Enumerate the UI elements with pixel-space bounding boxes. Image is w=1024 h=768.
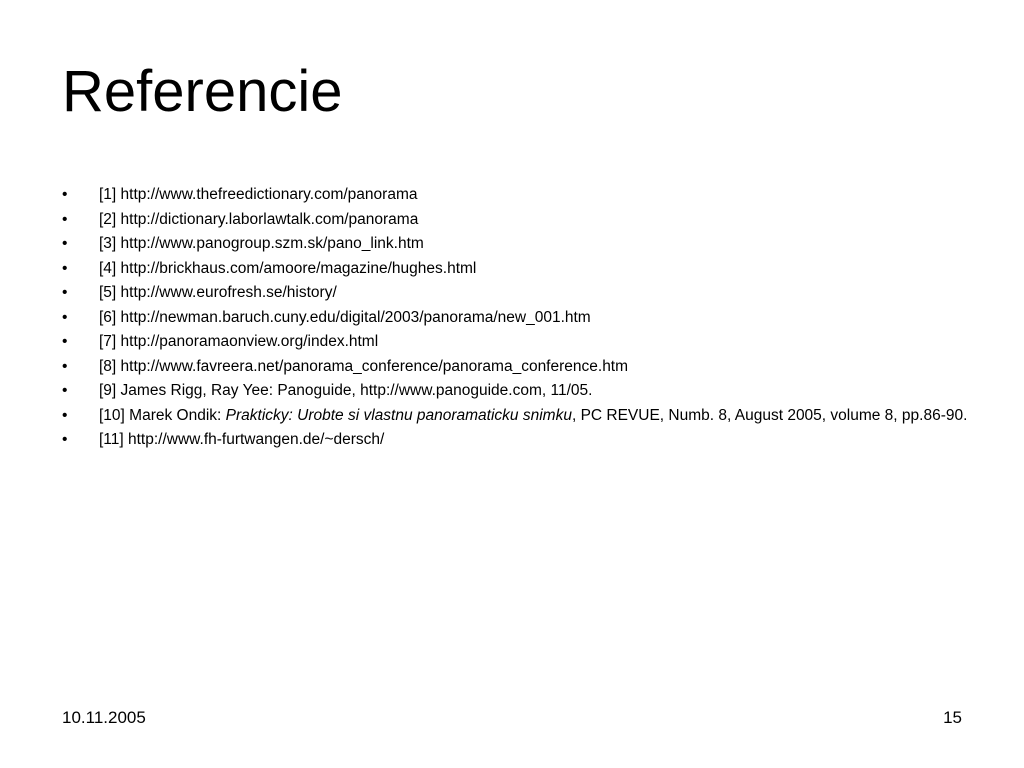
reference-text: [8] http://www.favreera.net/panorama_conference/panorama_conference.htm [99,357,629,375]
reference-text: [6] http://newman.baruch.cuny.edu/digital/2003/panorama/new_001.htm [99,308,591,326]
reference-text [99,407,967,424]
reference-item-11 [62,429,970,450]
bullet-icon: • [62,357,68,375]
bullet-icon: • [62,186,68,203]
reference-title-italic: Prakticky: Urobte si vlastnu panoramaticku snimku [225,406,572,424]
reference-item-7 [62,331,970,352]
reference-text: [4] http://brickhaus.com/amoore/magazine/hughes.html [99,259,477,277]
bullet-icon: • [62,431,68,448]
bullet-icon: • [62,382,68,399]
reference-item-9 [62,380,970,401]
reference-item-6 [62,307,970,328]
reference-item-3 [62,233,970,254]
reference-text: [9] James Rigg, Ray Yee: Panoguide, http://www.panoguide.com, 11/05. [99,382,593,399]
reference-item-2 [62,209,970,230]
reference-item-1 [62,184,970,205]
bullet-icon: • [62,308,68,326]
reference-list [62,184,970,454]
bullet-icon: • [62,406,68,424]
reference-item-8 [62,356,970,377]
bullet-icon: • [62,333,68,350]
reference-text: [5] http://www.eurofresh.se/history/ [99,284,337,301]
reference-prefix: [10] Marek Ondik: [99,406,226,424]
reference-text: [11] http://www.fh-furtwangen.de/~dersch/ [99,431,385,448]
bullet-icon: • [62,284,68,301]
slide-number: 15 [943,708,962,727]
footer-date: 10.11.2005 [62,708,146,727]
bullet-icon: • [62,259,68,277]
reference-text: [1] http://www.thefreedictionary.com/panorama [99,186,418,203]
reference-item-5 [62,282,970,303]
bullet-icon: • [62,210,68,228]
reference-text: [3] http://www.panogroup.szm.sk/pano_link.htm [99,235,424,252]
reference-suffix: , PC REVUE, Numb. 8, August 2005, volume 8, pp.86-90. [571,406,968,424]
reference-text: [2] http://dictionary.laborlawtalk.com/panorama [99,210,419,228]
slide-title: Referencie [62,59,343,124]
reference-item-4 [62,258,970,279]
reference-text: [7] http://panoramaonview.org/index.html [99,333,379,350]
bullet-icon: • [62,235,68,252]
reference-item-10 [62,405,970,426]
